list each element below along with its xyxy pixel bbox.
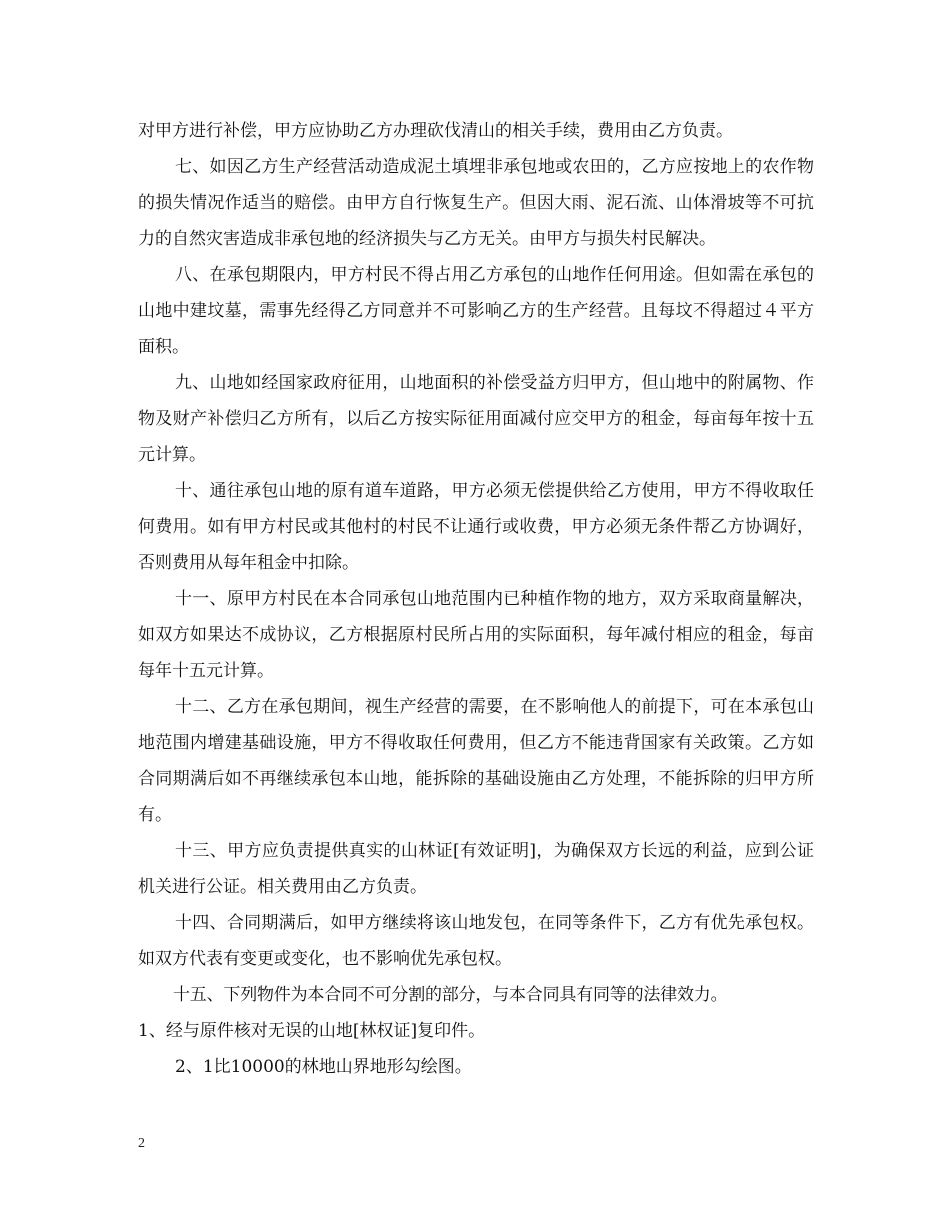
clause-9: 九、山地如经国家政府征用，山地面积的补偿受益方归甲方，但山地中的附属物、作物及财产补偿归乙方所有，以后乙方按实际征用面减付应交甲方的租金，每亩每年按十五元计算。 [138, 373, 814, 465]
document-body [138, 113, 814, 1085]
clause-14: 十四、合同期满后，如甲方继续将该山地发包，在同等条件下，乙方有优先承包权。如双方代表有变更或变化，也不影响优先承包权。 [138, 913, 814, 969]
clause-8: 八、在承包期限内，甲方村民不得占用乙方承包的山地作任何用途。但如需在承包的山地中建坟墓，需事先经得乙方同意并不可影响乙方的生产经营。且每坟不得超过４平方面积。 [138, 265, 814, 357]
attachment-item-2: 2、1比10000的林地山界地形勾绘图。 [175, 1057, 472, 1077]
clause-7: 七、如因乙方生产经营活动造成泥土填埋非承包地或农田的，乙方应按地上的农作物的损失情况作适当的赔偿。由甲方自行恢复生产。但因大雨、泥石流、山体滑坡等不可抗力的自然灾害造成非承包地的经济损失与乙方无关。由甲方与损失村民解决。 [138, 157, 814, 249]
attachment-item-1: 1、经与原件核对无误的山地[林权证]复印件。 [138, 1021, 486, 1041]
clause-10: 十、通往承包山地的原有道车道路，甲方必须无偿提供给乙方使用，甲方不得收取任何费用。如有甲方村民或其他村的村民不让通行或收费，甲方必须无条件帮乙方协调好，否则费用从每年租金中扣除。 [138, 481, 814, 573]
clause-13: 十三、甲方应负责提供真实的山林证[有效证明]，为确保双方长远的利益，应到公证机关进行公证。相关费用由乙方负责。 [138, 841, 814, 897]
page-number: 2 [138, 1136, 145, 1151]
clause-15: 十五、下列物件为本合同不可分割的部分，与本合同具有同等的法律效力。 [173, 985, 728, 1005]
paragraph-continuation: 对甲方进行补偿，甲方应协助乙方办理砍伐清山的相关手续，费用由乙方负责。 [138, 121, 733, 141]
clause-12: 十二、乙方在承包期间，视生产经营的需要，在不影响他人的前提下，可在本承包山地范围内增建基础设施，甲方不得收取任何费用，但乙方不能违背国家有关政策。乙方如合同期满后如不再继续承包本山地，能拆除的基础设施由乙方处理，不能拆除的归甲方所有。 [138, 697, 814, 825]
clause-11: 十一、原甲方村民在本合同承包山地范围内已种植作物的地方，双方采取商量解决，如双方如果达不成协议，乙方根据原村民所占用的实际面积，每年减付相应的租金，每亩每年十五元计算。 [138, 589, 814, 681]
